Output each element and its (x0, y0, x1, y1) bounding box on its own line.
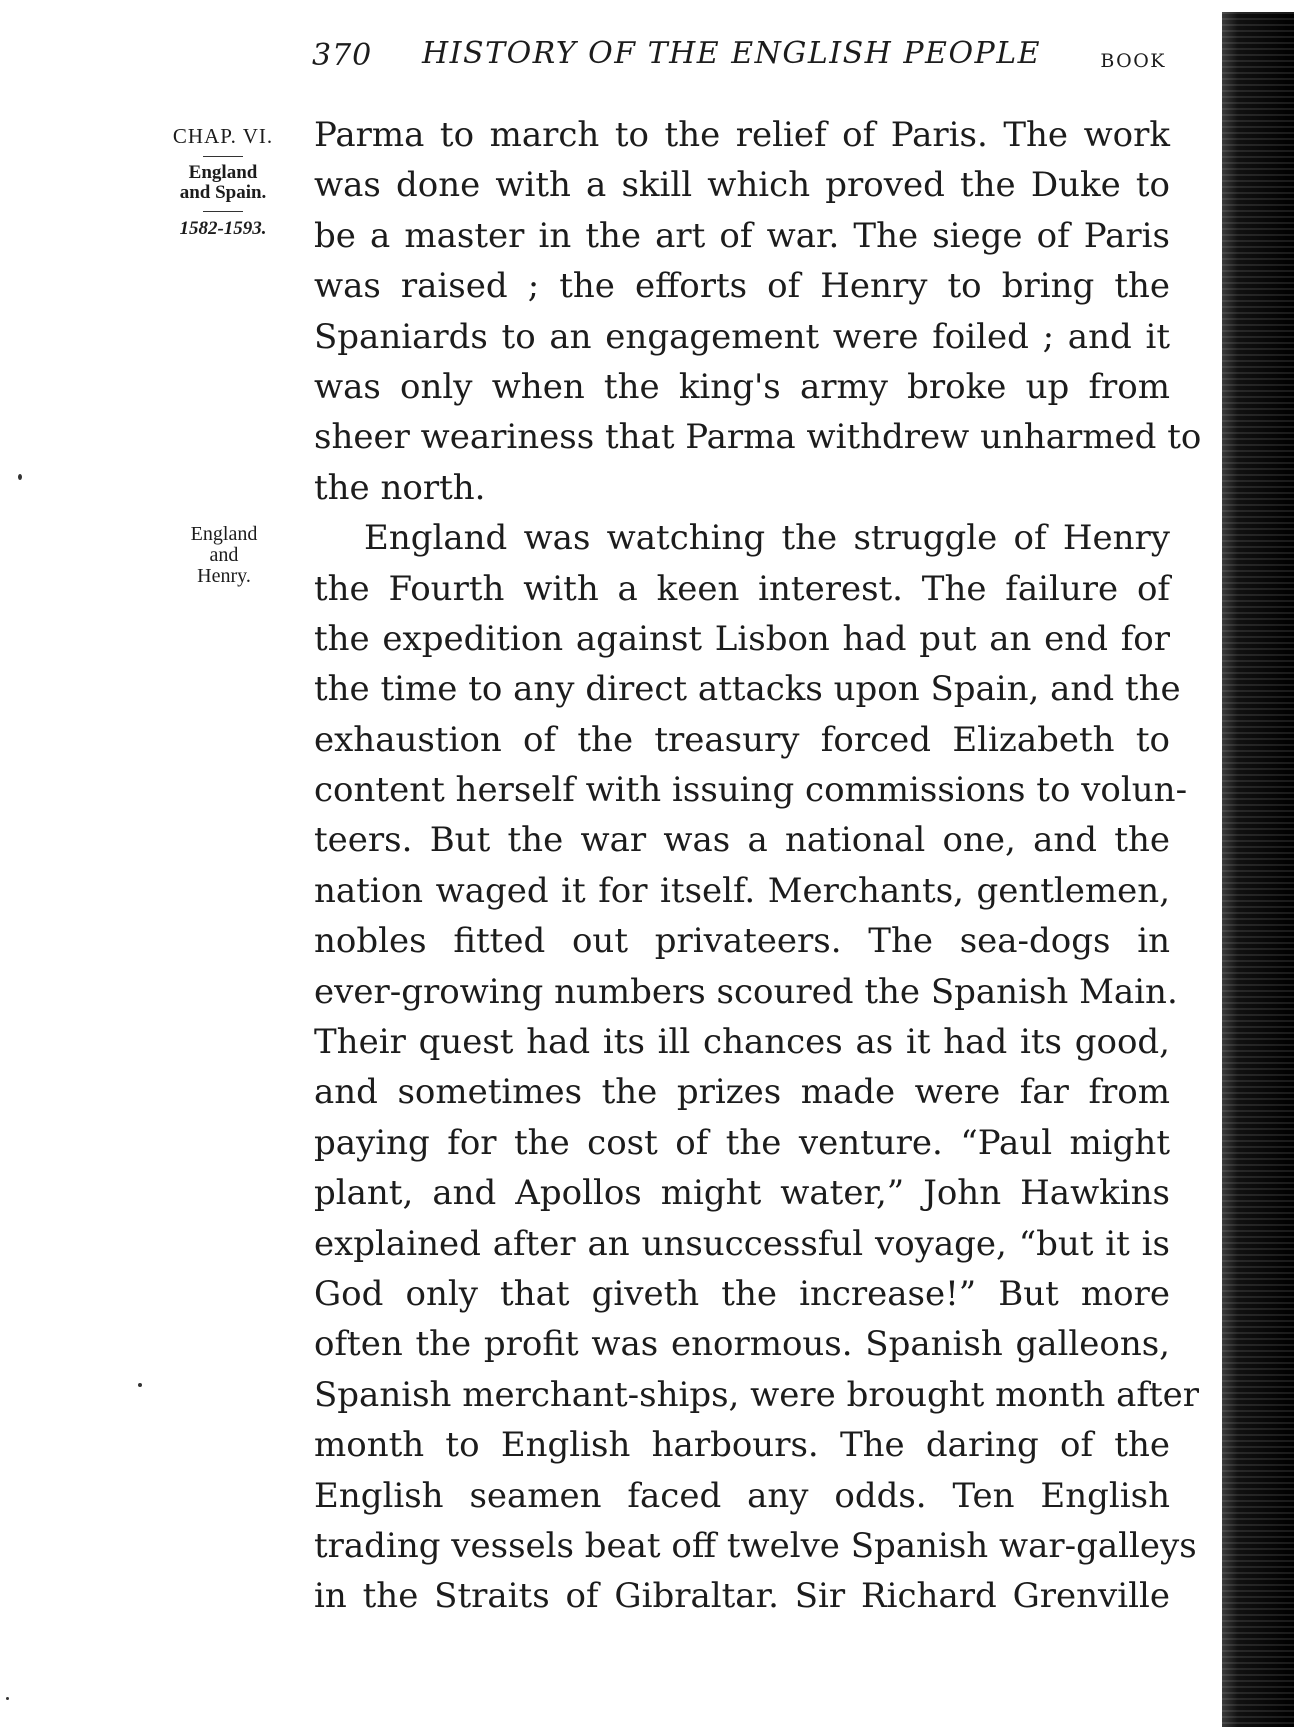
text-line: English seamen faced any odds. Ten English (314, 1475, 1170, 1516)
chapter-label: CHAP. VI. (172, 124, 274, 148)
book-label: BOOK (1100, 50, 1166, 72)
chapter-sidenote (158, 124, 288, 240)
text-line: Their quest had its ill chances as it had its good, (314, 1022, 1170, 1063)
section-sidenote-line-3: Henry. (197, 565, 251, 587)
running-title: HISTORY OF THE ENGLISH PEOPLE (422, 36, 1042, 71)
scan-speck (6, 1697, 9, 1700)
sidenote-rule (203, 211, 243, 212)
text-line: and sometimes the prizes made were far from (314, 1072, 1170, 1113)
text-line: the north. (314, 467, 486, 508)
text-line: nobles fitted out privateers. The sea-dogs in (314, 921, 1170, 962)
text-line: ever-growing numbers scoured the Spanish Main. (314, 971, 1178, 1012)
running-header (312, 32, 1174, 82)
text-line: sheer weariness that Parma withdrew unharmed to (314, 417, 1202, 458)
text-line: was done with a skill which proved the Duke to (314, 165, 1170, 206)
text-line: month to English harbours. The daring of the (314, 1425, 1170, 1466)
text-line: exhaustion of the treasury forced Elizabeth to (314, 719, 1170, 760)
scan-edge-shadow (1222, 12, 1294, 1727)
text-line: trading vessels beat off twelve Spanish war-galleys (314, 1525, 1197, 1566)
text-line: Spanish merchant-ships, were brought month after (314, 1374, 1199, 1415)
text-line: was raised ; the efforts of Henry to bring the (314, 266, 1170, 307)
section-sidenote-line-2: and (209, 544, 239, 566)
text-line: the Fourth with a keen interest. The failure of (314, 568, 1170, 609)
text-line: in the Straits of Gibraltar. Sir Richard Grenville (314, 1576, 1170, 1617)
text-line: the expedition against Lisbon had put an end for (314, 618, 1170, 659)
text-line: the time to any direct attacks upon Spain, and the (314, 669, 1181, 710)
text-line: content herself with issuing commissions to volun- (314, 770, 1188, 811)
text-line: paying for the cost of the venture. “Paul might (314, 1122, 1170, 1163)
body-text (314, 110, 1202, 1622)
text-line: explained after an unsuccessful voyage, “but it is (314, 1223, 1170, 1264)
section-sidenote-line-1: England (190, 523, 258, 545)
text-line: plant, and Apollos might water,” John Hawkins (314, 1173, 1170, 1214)
chapter-topic-line-2: and Spain. (179, 182, 267, 203)
sidenote-rule (203, 156, 243, 157)
chapter-dates: 1582-1593. (179, 218, 267, 239)
text-line: God only that giveth the increase!” But more (314, 1273, 1170, 1314)
text-line: was only when the king's army broke up from (314, 366, 1170, 407)
text-line: often the profit was enormous. Spanish galleons, (314, 1324, 1170, 1365)
scan-speck (138, 1383, 142, 1387)
text-line: Spaniards to an engagement were foiled ; and it (314, 316, 1170, 357)
text-line: teers. But the war was a national one, and the (314, 820, 1170, 861)
text-line: be a master in the art of war. The siege of Paris (314, 215, 1170, 256)
section-sidenote (168, 524, 280, 587)
text-line: England was watching the struggle of Henry (364, 518, 1170, 559)
page-number: 370 (312, 38, 373, 73)
chapter-topic-line-1: England (188, 162, 258, 183)
text-line: nation waged it for itself. Merchants, gentlemen, (314, 870, 1170, 911)
text-line: Parma to march to the relief of Paris. The work (314, 115, 1170, 155)
scan-speck (18, 474, 22, 480)
